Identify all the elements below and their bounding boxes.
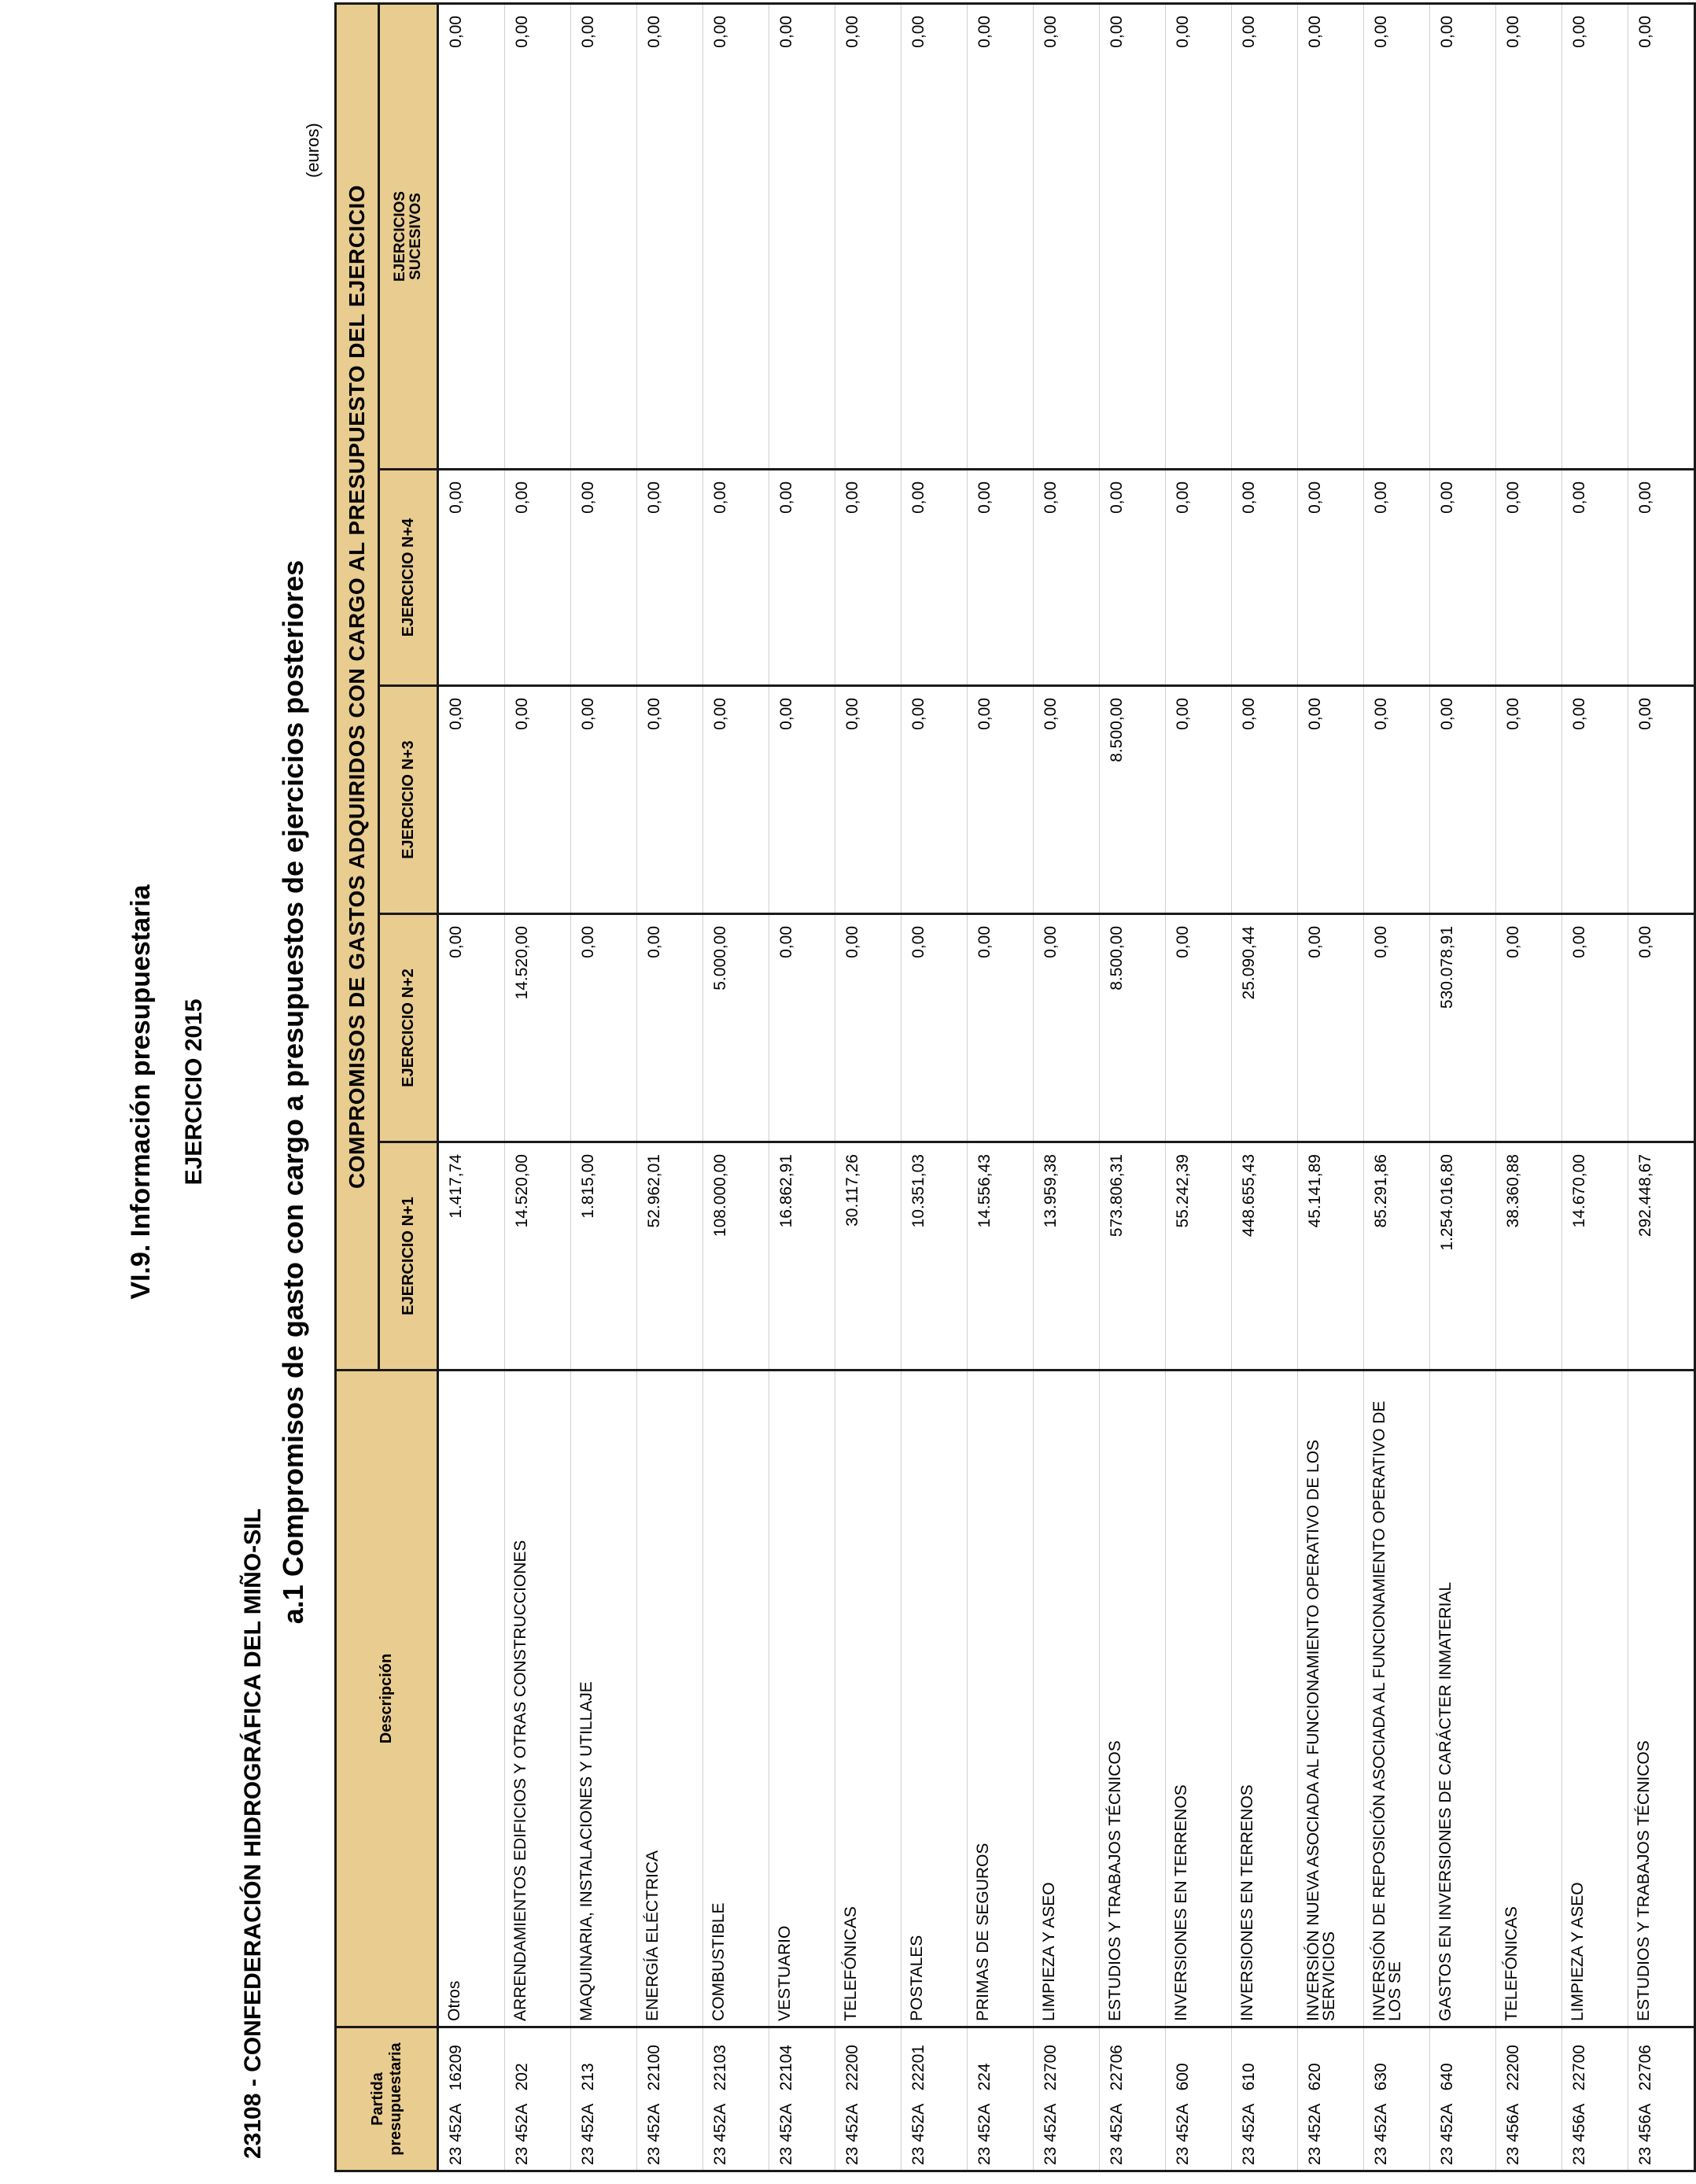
cell-n2: 0,00 [1562, 914, 1628, 1142]
cell-n4: 0,00 [1430, 470, 1496, 686]
descripcion-text: INVERSIÓN DE REPOSICIÓN ASOCIADA AL FUNCIONAMIENTO OPERATIVO DE LOS SE [1370, 1400, 1404, 2021]
cell-partida: 23 452A 630 [1364, 2027, 1430, 2171]
cell-n4: 0,00 [968, 470, 1034, 686]
descripcion-text: INVERSIONES EN TERRENOS [1238, 1784, 1256, 2021]
cell-n2: 0,00 [1034, 914, 1100, 1142]
commitments-table [334, 2, 1696, 2172]
table-row [637, 3, 703, 2171]
cell-descripcion [1298, 1371, 1364, 2027]
cell-n3: 0,00 [438, 686, 505, 914]
cell-partida: 23 452A 640 [1430, 2027, 1496, 2171]
cell-sucesivos: 0,00 [1364, 3, 1430, 469]
cell-n1: 10.351,03 [901, 1142, 968, 1371]
cell-n1: 55.242,39 [1166, 1142, 1232, 1371]
table-row [571, 3, 637, 2171]
cell-n1: 448.655,43 [1232, 1142, 1298, 1371]
cell-sucesivos: 0,00 [703, 3, 769, 469]
cell-n2: 0,00 [901, 914, 968, 1142]
cell-descripcion [438, 1371, 505, 2027]
cell-n1: 38.360,88 [1496, 1142, 1562, 1371]
cell-partida: 23 452A 16209 [438, 2027, 505, 2171]
cell-n3: 0,00 [1166, 686, 1232, 914]
cell-n3: 0,00 [571, 686, 637, 914]
cell-descripcion [1430, 1371, 1496, 2027]
table-row [438, 3, 505, 2171]
table-row [703, 3, 769, 2171]
cell-n4: 0,00 [571, 470, 637, 686]
cell-descripcion [1364, 1371, 1430, 2027]
cell-n1: 108.000,00 [703, 1142, 769, 1371]
cell-n3: 0,00 [1562, 686, 1628, 914]
cell-descripcion [769, 1371, 835, 2027]
cell-descripcion [835, 1371, 901, 2027]
cell-n2: 0,00 [1364, 914, 1430, 1142]
table-row [769, 3, 835, 2171]
table-row [1496, 3, 1562, 2171]
cell-n4: 0,00 [1496, 470, 1562, 686]
header-n1: EJERCICIO N+1 [379, 1142, 438, 1371]
cell-n3: 0,00 [1232, 686, 1298, 914]
cell-sucesivos: 0,00 [1100, 3, 1166, 469]
cell-n1: 14.670,00 [1562, 1142, 1628, 1371]
cell-n3: 0,00 [703, 686, 769, 914]
cell-descripcion [637, 1371, 703, 2027]
cell-n2: 0,00 [637, 914, 703, 1142]
cell-n4: 0,00 [1034, 470, 1100, 686]
cell-n2: 5.000,00 [703, 914, 769, 1142]
cell-sucesivos: 0,00 [1298, 3, 1364, 469]
cell-sucesivos: 0,00 [1496, 3, 1562, 469]
cell-descripcion [1100, 1371, 1166, 2027]
cell-n3: 8.500,00 [1100, 686, 1166, 914]
cell-n1: 14.556,43 [968, 1142, 1034, 1371]
cell-n4: 0,00 [637, 470, 703, 686]
table-row [1232, 3, 1298, 2171]
descripcion-text: POSTALES [908, 1935, 926, 2021]
cell-n3: 0,00 [769, 686, 835, 914]
cell-descripcion [1232, 1371, 1298, 2027]
header-n3: EJERCICIO N+3 [379, 686, 438, 914]
cell-descripcion [1166, 1371, 1232, 2027]
cell-n2: 0,00 [1166, 914, 1232, 1142]
descripcion-text: ESTUDIOS Y TRABAJOS TÉCNICOS [1635, 1740, 1653, 2021]
header-sucesivos [379, 3, 438, 469]
table-row [1364, 3, 1430, 2171]
header-n2: EJERCICIO N+2 [379, 914, 438, 1142]
descripcion-text: ESTUDIOS Y TRABAJOS TÉCNICOS [1106, 1740, 1124, 2021]
organism-name: 23108 - CONFEDERACIÓN HIDROGRÁFICA DEL MIÑO-SIL [240, 1508, 266, 2159]
fiscal-year: EJERCICIO 2015 [181, 998, 207, 1186]
cell-sucesivos: 0,00 [637, 3, 703, 469]
units-label: (euros) [303, 123, 323, 178]
cell-n4: 0,00 [769, 470, 835, 686]
header-n4: EJERCICIO N+4 [379, 470, 438, 686]
descripcion-text: GASTOS EN INVERSIONES DE CARÁCTER INMATERIAL [1436, 1581, 1455, 2021]
cell-n3: 0,00 [637, 686, 703, 914]
cell-n4: 0,00 [1232, 470, 1298, 686]
descripcion-text: VESTUARIO [776, 1925, 794, 2021]
cell-sucesivos: 0,00 [769, 3, 835, 469]
cell-n2: 14.520,00 [505, 914, 571, 1142]
cell-partida: 23 452A 22104 [769, 2027, 835, 2171]
cell-n2: 0,00 [571, 914, 637, 1142]
cell-descripcion [968, 1371, 1034, 2027]
header-partida: Partida presupuestaria [336, 2027, 438, 2171]
cell-partida: 23 452A 224 [968, 2027, 1034, 2171]
cell-n2: 0,00 [1298, 914, 1364, 1142]
cell-n2: 0,00 [968, 914, 1034, 1142]
cell-n4: 0,00 [703, 470, 769, 686]
table-row [968, 3, 1034, 2171]
cell-sucesivos: 0,00 [1562, 3, 1628, 469]
cell-n4: 0,00 [835, 470, 901, 686]
descripcion-text: INVERSIÓN NUEVA ASOCIADA AL FUNCIONAMIENTO OPERATIVO DE LOS SERVICIOS [1304, 1439, 1338, 2021]
cell-n3: 0,00 [1628, 686, 1695, 914]
cell-sucesivos: 0,00 [438, 3, 505, 469]
cell-n1: 292.448,67 [1628, 1142, 1695, 1371]
cell-n1: 30.117,26 [835, 1142, 901, 1371]
cell-partida: 23 452A 22100 [637, 2027, 703, 2171]
cell-n4: 0,00 [505, 470, 571, 686]
table-row [1034, 3, 1100, 2171]
cell-descripcion [1034, 1371, 1100, 2027]
cell-descripcion [703, 1371, 769, 2027]
cell-n1: 1.417,74 [438, 1142, 505, 1371]
cell-n4: 0,00 [1100, 470, 1166, 686]
cell-n2: 0,00 [769, 914, 835, 1142]
header-sucesivos-line1: EJERCICIOS [392, 190, 408, 282]
cell-n3: 0,00 [1496, 686, 1562, 914]
table-row [1100, 3, 1166, 2171]
page-title: VI.9. Información presupuestaria [126, 884, 156, 1300]
descripcion-text: LIMPIEZA Y ASEO [1569, 1882, 1587, 2021]
cell-descripcion [901, 1371, 968, 2027]
table-row [901, 3, 968, 2171]
cell-n2: 0,00 [835, 914, 901, 1142]
cell-partida: 23 452A 620 [1298, 2027, 1364, 2171]
descripcion-text: INVERSIONES EN TERRENOS [1172, 1784, 1190, 2021]
header-descripcion: Descripción [336, 1371, 438, 2027]
cell-n1: 52.962,01 [637, 1142, 703, 1371]
descripcion-text: Otros [445, 1980, 463, 2021]
cell-descripcion [1628, 1371, 1695, 2027]
cell-n2: 8.500,00 [1100, 914, 1166, 1142]
cell-sucesivos: 0,00 [571, 3, 637, 469]
cell-partida: 23 452A 600 [1166, 2027, 1232, 2171]
table-row [835, 3, 901, 2171]
cell-descripcion [1496, 1371, 1562, 2027]
table-row [1166, 3, 1232, 2171]
cell-n1: 1.254.016,80 [1430, 1142, 1496, 1371]
cell-sucesivos: 0,00 [1430, 3, 1496, 469]
cell-partida: 23 456A 22700 [1562, 2027, 1628, 2171]
cell-n2: 530.078,91 [1430, 914, 1496, 1142]
cell-partida: 23 452A 22700 [1034, 2027, 1100, 2171]
descripcion-text: MAQUINARIA, INSTALACIONES Y UTILLAJE [577, 1681, 595, 2021]
cell-n4: 0,00 [438, 470, 505, 686]
cell-partida: 23 452A 22200 [835, 2027, 901, 2171]
descripcion-text: LIMPIEZA Y ASEO [1040, 1882, 1058, 2021]
cell-partida: 23 452A 610 [1232, 2027, 1298, 2171]
table-row [1430, 3, 1496, 2171]
table-row [1562, 3, 1628, 2171]
table-row [1298, 3, 1364, 2171]
cell-n1: 14.520,00 [505, 1142, 571, 1371]
table-row [505, 3, 571, 2171]
descripcion-text: COMBUSTIBLE [710, 1902, 728, 2021]
cell-n1: 45.141,89 [1298, 1142, 1364, 1371]
cell-sucesivos: 0,00 [1166, 3, 1232, 469]
cell-n3: 0,00 [835, 686, 901, 914]
cell-partida: 23 452A 22201 [901, 2027, 968, 2171]
cell-partida: 23 452A 213 [571, 2027, 637, 2171]
cell-n1: 1.815,00 [571, 1142, 637, 1371]
cell-n3: 0,00 [1430, 686, 1496, 914]
cell-n1: 13.959,38 [1034, 1142, 1100, 1371]
cell-descripcion [505, 1371, 571, 2027]
cell-partida: 23 452A 202 [505, 2027, 571, 2171]
cell-n2: 0,00 [438, 914, 505, 1142]
cell-n3: 0,00 [1364, 686, 1430, 914]
cell-n4: 0,00 [1166, 470, 1232, 686]
cell-n1: 16.862,91 [769, 1142, 835, 1371]
cell-sucesivos: 0,00 [901, 3, 968, 469]
cell-sucesivos: 0,00 [505, 3, 571, 469]
table-row [1628, 3, 1695, 2171]
cell-n4: 0,00 [901, 470, 968, 686]
header-sucesivos-line2: SUCESIVOS [407, 193, 424, 280]
cell-n2: 25.090,44 [1232, 914, 1298, 1142]
cell-descripcion [571, 1371, 637, 2027]
cell-descripcion [1562, 1371, 1628, 2027]
cell-n2: 0,00 [1496, 914, 1562, 1142]
cell-n4: 0,00 [1562, 470, 1628, 686]
section-subtitle: a.1 Compromisos de gasto con cargo a presupuestos de ejercicios posteriores [277, 559, 309, 1625]
cell-sucesivos: 0,00 [1232, 3, 1298, 469]
cell-partida: 23 452A 22103 [703, 2027, 769, 2171]
descripcion-text: ENERGÍA ELÉCTRICA [643, 1850, 662, 2021]
cell-partida: 23 456A 22200 [1496, 2027, 1562, 2171]
cell-partida: 23 452A 22706 [1100, 2027, 1166, 2171]
cell-n3: 0,00 [505, 686, 571, 914]
cell-n3: 0,00 [968, 686, 1034, 914]
descripcion-text: TELEFÓNICAS [1502, 1906, 1521, 2021]
descripcion-text: ARRENDAMIENTOS EDIFICIOS Y OTRAS CONSTRUCCIONES [511, 1540, 529, 2021]
cell-n3: 0,00 [1034, 686, 1100, 914]
cell-sucesivos: 0,00 [968, 3, 1034, 469]
cell-n4: 0,00 [1628, 470, 1695, 686]
cell-n3: 0,00 [1298, 686, 1364, 914]
cell-n1: 573.806,31 [1100, 1142, 1166, 1371]
descripcion-text: PRIMAS DE SEGUROS [974, 1843, 992, 2021]
cell-n2: 0,00 [1628, 914, 1695, 1142]
cell-sucesivos: 0,00 [1628, 3, 1695, 469]
header-group: COMPROMISOS DE GASTOS ADQUIRIDOS CON CARGO AL PRESUPUESTO DEL EJERCICIO [336, 3, 379, 1370]
cell-sucesivos: 0,00 [835, 3, 901, 469]
cell-n4: 0,00 [1298, 470, 1364, 686]
cell-n4: 0,00 [1364, 470, 1430, 686]
cell-n1: 85.291,86 [1364, 1142, 1430, 1371]
cell-n3: 0,00 [901, 686, 968, 914]
descripcion-text: TELEFÓNICAS [842, 1906, 860, 2021]
cell-partida: 23 456A 22706 [1628, 2027, 1695, 2171]
cell-sucesivos: 0,00 [1034, 3, 1100, 469]
